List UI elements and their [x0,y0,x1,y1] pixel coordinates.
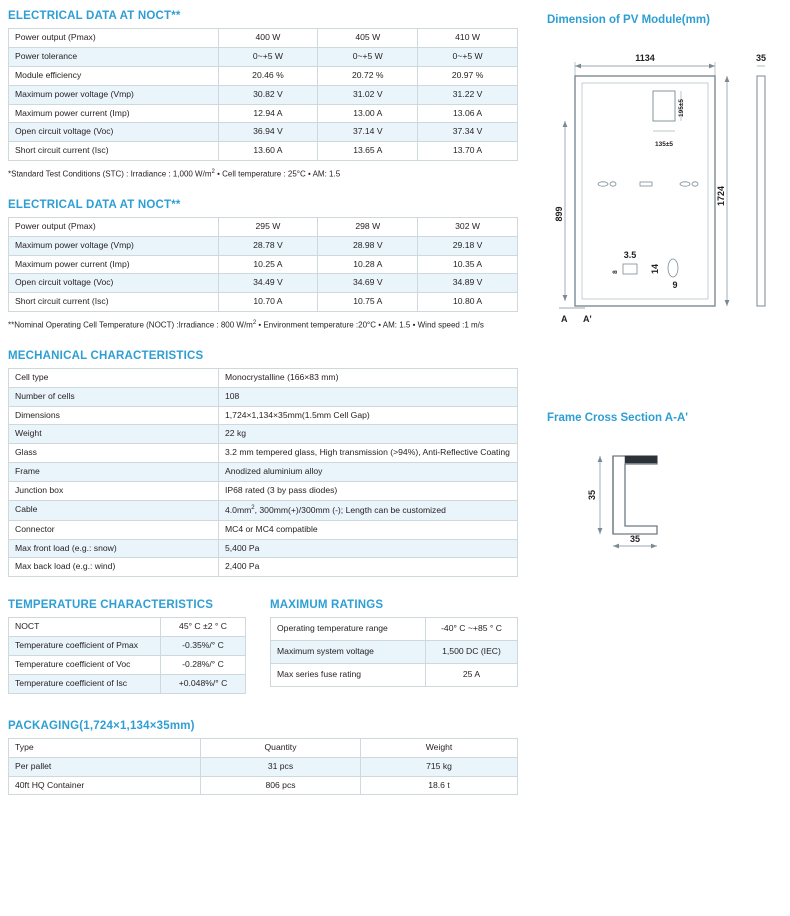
row-value: 37.14 V [318,123,418,142]
row-label: Maximum power voltage (Vmp) [9,236,219,255]
row-label: Temperature coefficient of Isc [9,674,161,693]
row-value: +0.048%/° C [161,674,246,693]
row-label: Cable [9,500,219,520]
row-value: 10.70 A [218,293,318,312]
table-row [9,66,518,85]
row-value: 0~+5 W [218,47,318,66]
row-value: 715 kg [361,757,518,776]
row-label: Temperature coefficient of Pmax [9,637,161,656]
table-row [9,776,518,795]
row-value: 10.80 A [418,293,518,312]
row-value: 31.02 V [318,85,418,104]
table-mechanical [8,368,518,577]
row-value: 29.18 V [418,236,518,255]
row-label: Frame [9,463,219,482]
row-value: 13.60 A [218,142,318,161]
row-value: 298 W [318,217,418,236]
dim-jbox-top-label: 195±5 [678,98,685,118]
row-value: 22 kg [219,425,518,444]
table-row [9,757,518,776]
drawing-title-frame: Frame Cross Section A-A' [547,412,688,424]
table-row [9,520,518,539]
row-label: Temperature coefficient of Voc [9,656,161,675]
row-label: Power output (Pmax) [9,217,219,236]
row-value: 13.65 A [318,142,418,161]
row-value: 13.06 A [418,104,518,123]
table-row [9,674,246,693]
row-value: 25 A [426,664,518,687]
row-value: 36.94 V [218,123,318,142]
row-label: Maximum power current (Imp) [9,255,219,274]
dim-detail-a-label: 3.5 [623,250,637,260]
dim-inner-height-label: 899 [554,206,564,222]
section-title-electrical-stc: ELECTRICAL DATA AT NOCT** [8,10,181,22]
frame-cross-section-drawing [545,434,785,564]
row-label: Maximum power current (Imp) [9,104,219,123]
row-label: Operating temperature range [271,618,426,641]
table-row [9,482,518,501]
table-row [9,637,246,656]
frame-drawing-svg [545,434,785,554]
row-value: 0~+5 W [418,47,518,66]
section-title-mechanical: MECHANICAL CHARACTERISTICS [8,349,204,362]
row-label: Connector [9,520,219,539]
table-row [271,618,518,641]
row-label: Short circuit current (Isc) [9,293,219,312]
table-row [271,641,518,664]
column-header-weight: Weight [361,738,518,757]
row-value: 1,500 DC (IEC) [426,641,518,664]
row-value: -0.35%/° C [161,637,246,656]
row-value: 10.28 A [318,255,418,274]
row-label: Open circuit voltage (Voc) [9,274,219,293]
section-marker-a: A [561,314,568,324]
table-row [9,217,518,236]
row-label: Cell type [9,368,219,387]
maximum-ratings-block [270,599,518,694]
row-value: 405 W [318,29,418,48]
dim-detail-c-label: 14 [650,263,660,275]
table-header-row [9,738,518,757]
row-value: 28.78 V [218,236,318,255]
table-electrical-stc [8,28,518,161]
table-row [9,387,518,406]
row-label: Glass [9,444,219,463]
row-label: Max front load (e.g.: snow) [9,539,219,558]
row-value: -0.28%/° C [161,656,246,675]
table-row [9,558,518,577]
right-column [545,14,785,564]
table-row [9,425,518,444]
section-title-maximum-ratings: MAXIMUM RATINGS [270,599,384,612]
row-value: 5,400 Pa [219,539,518,558]
dim-thickness-label: 35 [755,53,767,63]
row-value: 37.34 V [418,123,518,142]
section-marker-a-prime: A' [583,314,592,324]
section-title-electrical-noct: ELECTRICAL DATA AT NOCT** [8,198,181,211]
row-label: Max back load (e.g.: wind) [9,558,219,577]
row-label: Number of cells [9,387,219,406]
row-label: Power tolerance [9,47,219,66]
row-label: Short circuit current (Isc) [9,142,219,161]
table-row [9,255,518,274]
dim-jbox-bottom-label: 135±5 [654,141,674,148]
row-label: Dimensions [9,406,219,425]
table-row [9,406,518,425]
table-row [9,656,246,675]
row-value: 108 [219,387,518,406]
module-dimension-drawing [545,36,785,336]
table-maximum-ratings [270,617,518,687]
row-value: 10.75 A [318,293,418,312]
dim-detail-b-label: 8 [612,270,619,274]
drawing-title-module: Dimension of PV Module(mm) [547,14,710,26]
row-value: 295 W [218,217,318,236]
table-row [271,664,518,687]
table-row [9,142,518,161]
row-value: 12.94 A [218,104,318,123]
table-row [9,368,518,387]
row-value: 31 pcs [201,757,361,776]
dim-height-label: 1724 [716,185,726,207]
table-row [9,500,518,520]
column-header-quantity: Quantity [201,738,361,757]
row-value: -40° C ~+85 ° C [426,618,518,641]
row-value: 806 pcs [201,776,361,795]
row-label: 40ft HQ Container [9,776,201,795]
table-temperature [8,617,246,694]
left-column [8,10,518,795]
footnote-stc: *Standard Test Conditions (STC) : Irradiance : 1,000 $W/m^2$ • Cell temperature : 25°C • AM: 1.5 [8,169,341,179]
row-value: 10.35 A [418,255,518,274]
row-value: 20.46 % [218,66,318,85]
row-value: 410 W [418,29,518,48]
row-label: Per pallet [9,757,201,776]
row-value: 13.70 A [418,142,518,161]
table-row [9,274,518,293]
row-label: Maximum system voltage [271,641,426,664]
row-value: 18.6 t [361,776,518,795]
table-row [9,463,518,482]
dim-detail-d-label: 9 [672,280,678,290]
row-value: $4.0mm^2$, 300mm(+)/300mm (-); Length can be customized [219,500,518,520]
row-value: 34.89 V [418,274,518,293]
row-value: 302 W [418,217,518,236]
row-value: IP68 rated (3 by pass diodes) [219,482,518,501]
row-value: 3.2 mm tempered glass, High transmission (>94%), Anti-Reflective Coating [219,444,518,463]
row-value: MC4 or MC4 compatible [219,520,518,539]
row-label: Open circuit voltage (Voc) [9,123,219,142]
row-value: 28.98 V [318,236,418,255]
section-title-packaging: PACKAGING(1,724×1,134×35mm) [8,719,195,732]
section-title-temperature: TEMPERATURE CHARACTERISTICS [8,599,214,612]
row-value: 31.22 V [418,85,518,104]
dim-frame-height-label: 35 [587,489,597,501]
row-value: 0~+5 W [318,47,418,66]
row-value: 34.69 V [318,274,418,293]
column-header-type: Type [9,738,201,757]
row-value: 20.72 % [318,66,418,85]
row-value: Anodized aluminium alloy [219,463,518,482]
table-row [9,444,518,463]
table-electrical-noct [8,217,518,312]
table-packaging [8,738,518,796]
row-value: 10.25 A [218,255,318,274]
row-label: Weight [9,425,219,444]
table-row [9,47,518,66]
dim-frame-width-label: 35 [629,534,641,544]
row-label: Power output (Pmax) [9,29,219,48]
temperature-and-ratings [8,599,518,694]
table-row [9,123,518,142]
table-row [9,104,518,123]
row-label: Junction box [9,482,219,501]
row-value: 30.82 V [218,85,318,104]
row-value: 400 W [218,29,318,48]
row-value: 20.97 % [418,66,518,85]
table-row [9,539,518,558]
dim-width-label: 1134 [635,53,655,63]
row-label: Maximum power voltage (Vmp) [9,85,219,104]
table-row [9,293,518,312]
table-row [9,85,518,104]
temperature-block [8,599,246,694]
row-value: 13.00 A [318,104,418,123]
row-value: Monocrystalline (166×83 mm) [219,368,518,387]
footnote-noct: **Nominal Operating Cell Temperature (NOCT) :Irradiance : 800 $W/m^2$ • Environment temperature :20°C • AM: 1.5 • Wind speed :1 m/s [8,320,484,330]
table-row [9,236,518,255]
module-drawing-svg [545,36,785,336]
table-row [9,618,246,637]
row-value: 1,724×1,134×35mm(1.5mm Cell Gap) [219,406,518,425]
row-label: NOCT [9,618,161,637]
table-row [9,29,518,48]
row-label: Max series fuse rating [271,664,426,687]
row-label: Module efficiency [9,66,219,85]
row-value: 45° C ±2 ° C [161,618,246,637]
row-value: 2,400 Pa [219,558,518,577]
row-value: 34.49 V [218,274,318,293]
